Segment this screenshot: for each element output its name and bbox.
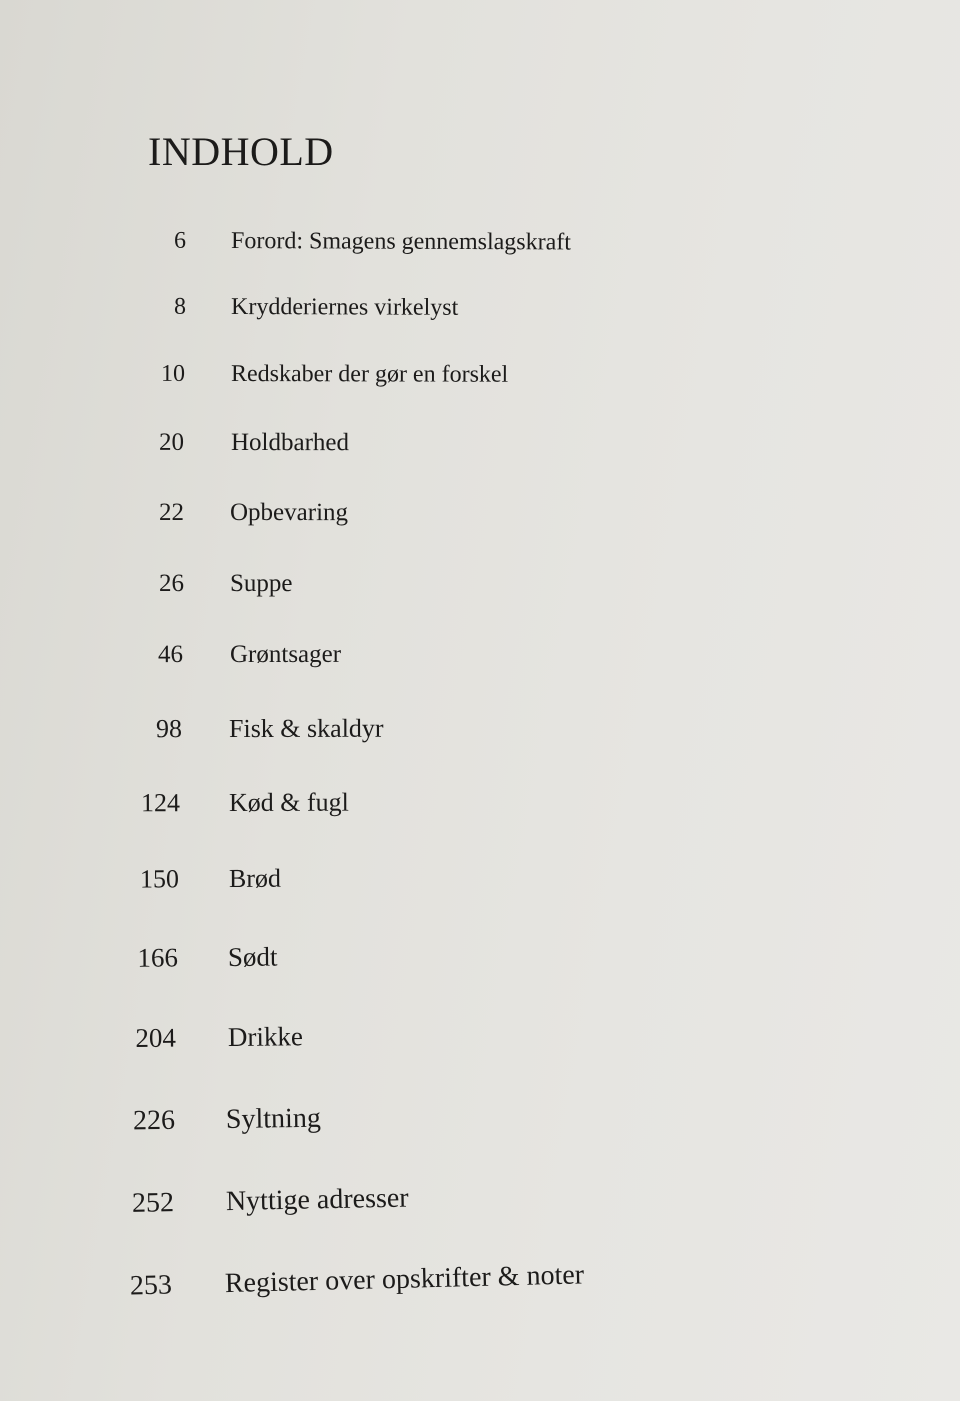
toc-page-number: 124	[140, 788, 181, 818]
toc-page-number: 204	[135, 1022, 177, 1053]
toc-entry	[0, 570, 800, 610]
toc-entry-title: Grøntsager	[229, 640, 342, 668]
toc-entry	[0, 641, 800, 682]
toc-entry-title: Suppe	[230, 570, 293, 597]
toc-page-number: 166	[137, 942, 179, 973]
toc-page-number: 150	[139, 864, 180, 894]
toc-entry	[0, 227, 800, 270]
toc-entry	[0, 1254, 800, 1314]
toc-entry-title: Register over opskrifter & noter	[224, 1259, 585, 1300]
toc-entry	[0, 293, 800, 336]
toc-page-number: 8	[173, 293, 187, 320]
toc-page-number: 252	[131, 1187, 175, 1219]
toc-entry-title: Drikke	[227, 1021, 304, 1053]
toc-entry-title: Syltning	[225, 1102, 322, 1136]
toc-entry-title: Nyttige adresser	[225, 1182, 409, 1218]
toc-entry-title: Redskaber der gør en forskel	[230, 361, 509, 388]
toc-page-number: 6	[173, 227, 187, 254]
toc-entry	[0, 861, 800, 905]
toc-entry-title: Brød	[228, 863, 282, 894]
toc-page-number: 46	[157, 641, 184, 669]
toc-page-number: 98	[155, 714, 183, 744]
toc-page-number: 26	[159, 570, 184, 597]
toc-entry	[0, 429, 800, 470]
toc-entry-title: Sødt	[227, 941, 278, 973]
toc-page-number: 22	[158, 498, 185, 526]
toc-entry-title: Holdbarhed	[230, 429, 350, 457]
toc-entry	[0, 1096, 800, 1147]
toc-entry	[0, 1175, 800, 1230]
page-title: INDHOLD	[148, 129, 334, 174]
toc-page-number: 226	[132, 1104, 176, 1137]
toc-entry-title: Fisk & skaldyr	[228, 713, 384, 744]
toc-entry	[0, 786, 800, 829]
toc-entry-title: Kød & fugl	[228, 787, 349, 818]
toc-entry-title: Forord: Smagens gennemslagskraft	[230, 228, 572, 256]
toc-entry	[0, 499, 800, 540]
toc-entry-title: Opbevaring	[229, 499, 349, 527]
toc-entry-title: Krydderiernes virkelyst	[230, 294, 459, 321]
toc-page-number: 10	[160, 360, 186, 387]
toc-entry	[0, 713, 800, 754]
toc-page-number: 253	[129, 1269, 173, 1302]
toc-entry	[0, 360, 800, 402]
toc-entry	[0, 1016, 800, 1064]
toc-page-number: 20	[158, 428, 185, 456]
toc-entry	[0, 938, 800, 984]
